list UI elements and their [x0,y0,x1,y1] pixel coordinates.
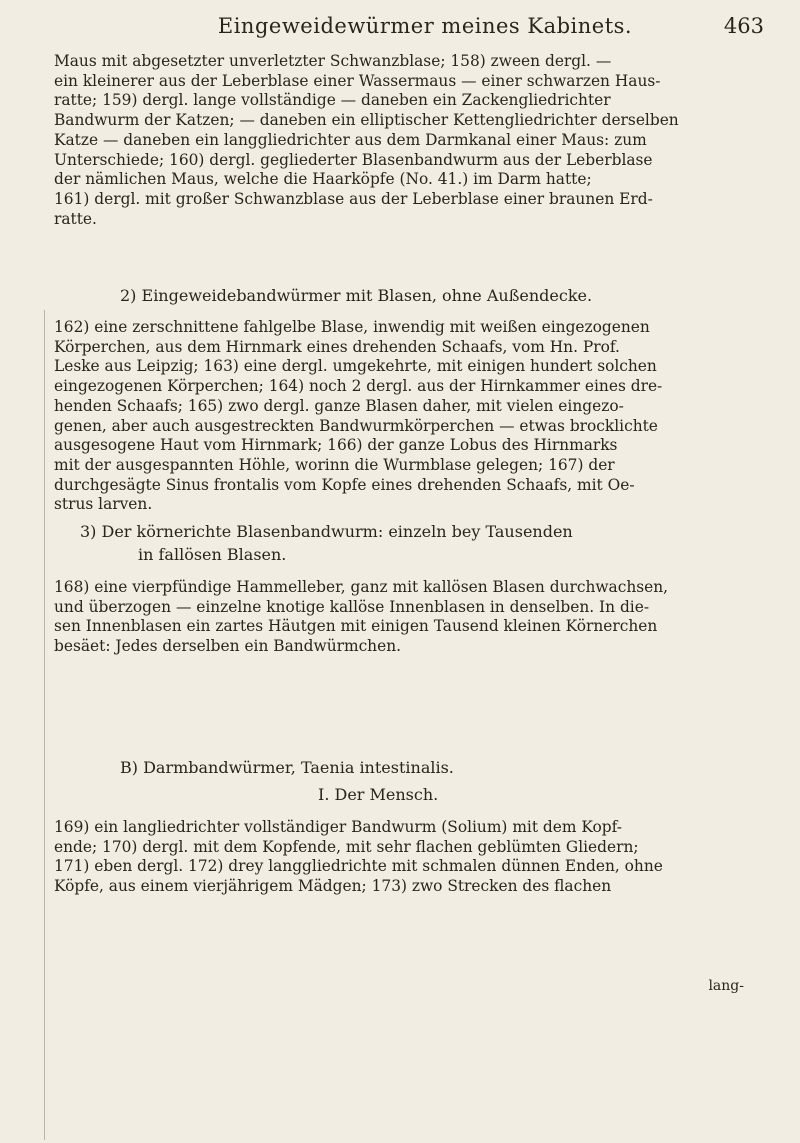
text-line: Leske aus Leipzig; 163) eine dergl. umgekehrte, mit einigen hundert solchen [54,357,657,376]
text-line: strus larven. [54,495,153,514]
section-heading-3-continued: in fallösen Blasen. [138,545,287,564]
text-line: henden Schaafs; 165) zwo dergl. ganze Blasen daher, mit vielen eingezo- [54,396,624,415]
text-line: 161) dergl. mit großer Schwanzblase aus der Leberblase einer braunen Erd- [54,189,653,208]
running-header [0,14,800,44]
text-line: 168) eine vierpfündige Hammelleber, ganz mit kallösen Blasen durchwachsen, [54,578,669,596]
paragraph-1 [54,52,776,229]
section-heading-2: 2) Eingeweidebandwürmer mit Blasen, ohne Außendecke. [120,286,593,305]
text-line: mit der ausgespannten Höhle, worinn die Wurmblase gelegen; 167) der [54,455,615,474]
paragraph-4 [54,818,776,897]
text-line: ein kleinerer aus der Leberblase einer Wassermaus — einer schwarzen Haus- [54,71,661,90]
section-heading-B: B) Darmbandwürmer, Taenia intestinalis. [120,758,454,777]
text-line: 171) eben dergl. 172) drey langgliedrichte mit schmalen dünnen Enden, ohne [54,857,663,876]
running-title: Eingeweidewürmer meines Kabinets. [217,14,633,38]
subsection-heading-I: I. Der Mensch. [318,785,439,804]
text-line: Körperchen, aus dem Hirnmark eines drehenden Schaafs, vom Hn. Prof. [54,337,620,356]
text-line: Bandwurm der Katzen; — daneben ein elliptischer Kettengliedrichter derselben [54,111,679,130]
text-line: 162) eine zerschnittene fahlgelbe Blase, inwendig mit weißen eingezogenen [54,318,650,336]
text-line: besäet: Jedes derselben ein Bandwürmchen. [54,637,402,656]
text-line: Unterschiede; 160) dergl. gegliederter Blasenbandwurm aus der Leberblase [54,150,653,169]
page-number: 463 [723,14,764,38]
text-line: der nämlichen Maus, welche die Haarköpfe (No. 41.) im Darm hatte; [54,170,592,189]
text-line: und überzogen — einzelne knotige kallöse Innenblasen in denselben. In die- [54,597,650,616]
text-line: ratte; 159) dergl. lange vollständige — daneben ein Zackengliedrichter [54,91,611,110]
paragraph-2 [54,318,776,515]
paragraph-3 [54,578,776,657]
margin-rule [44,310,45,1140]
text-line: Köpfe, aus einem vierjährigem Mädgen; 173) zwo Strecken des flachen [54,877,612,896]
text-line: sen Innenblasen ein zartes Häutgen mit einigen Tausend kleinen Körnerchen [54,617,658,636]
text-line: Maus mit abgesetzter unverletzter Schwanzblase; 158) zween dergl. — [54,52,612,70]
text-line: durchgesägte Sinus frontalis vom Kopfe eines drehenden Schaafs, mit Oe- [54,475,635,494]
section-heading-3: 3) Der körnerichte Blasenbandwurm: einzeln bey Tausenden [80,522,573,541]
text-line: ratte. [54,209,97,228]
text-line: ausgesogene Haut vom Hirnmark; 166) der ganze Lobus des Hirnmarks [54,436,618,455]
catchword: lang- [708,978,744,994]
text-line: Katze — daneben ein langgliedrichter aus dem Darmkanal einer Maus: zum [54,130,647,149]
text-line: eingezogenen Körperchen; 164) noch 2 dergl. aus der Hirnkammer eines dre- [54,377,663,396]
text-line: genen, aber auch ausgestreckten Bandwurmkörperchen — etwas brocklichte [54,416,658,435]
text-line: 169) ein langliedrichter vollständiger Bandwurm (Solium) mit dem Kopf- [54,818,622,836]
text-line: ende; 170) dergl. mit dem Kopfende, mit sehr flachen geblümten Gliedern; [54,837,639,856]
